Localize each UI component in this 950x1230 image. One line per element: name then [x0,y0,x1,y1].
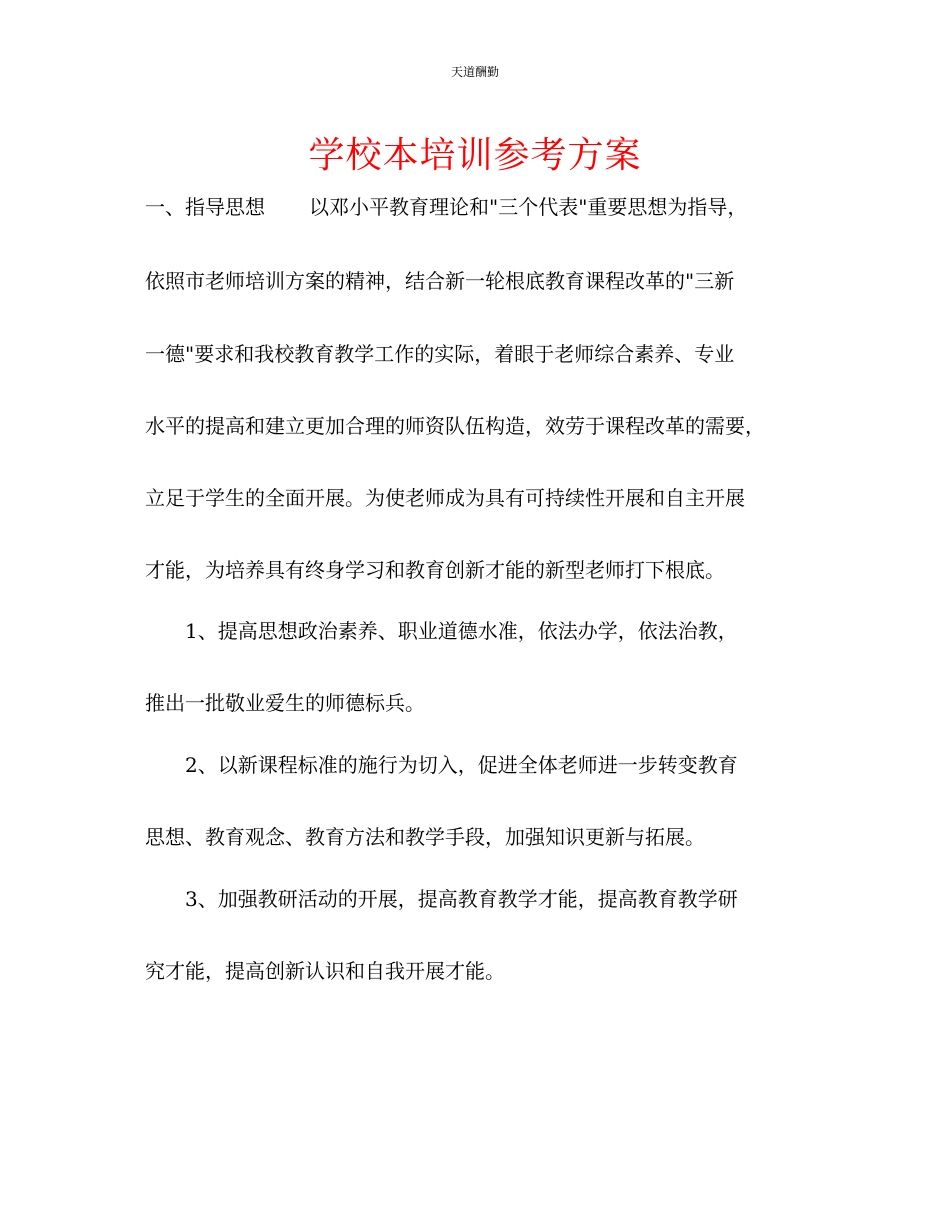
paragraph-line: 立足于学生的全面开展。为使老师成为具有可持续性开展和自主开展 [145,486,745,510]
paragraph-line: 一德"要求和我校教育教学工作的实际，着眼于老师综合素养、专业 [145,342,735,366]
paragraph-line: 依照市老师培训方案的精神，结合新一轮根底教育课程改革的"三新 [145,269,735,293]
section-1-label: 一、指导思想 [145,195,265,219]
paragraph-line: 水平的提高和建立更加合理的师资队伍构造，效劳于课程改革的需要， [145,414,765,438]
list-item-3-line: 3、加强教研活动的开展，提高教育教学才能，提高教育教学研 [185,887,738,911]
list-item-2-line: 思想、教育观念、教育方法和教学手段，加强知识更新与拓展。 [145,825,705,849]
section-1-heading-line [145,194,815,220]
paragraph-line: 以邓小平教育理论和"三个代表"重要思想为指导， [309,195,748,219]
page-header: 天道酬勤 [450,65,499,79]
paragraph-line: 才能，为培养具有终身学习和教育创新才能的新型老师打下根底。 [145,558,725,582]
list-item-3-line: 究才能，提高创新认识和自我开展才能。 [145,959,505,983]
list-item-2-line: 2、以新课程标准的施行为切入，促进全体老师进一步转变教育 [185,753,738,777]
list-item-1-line: 推出一批敬业爱生的师德标兵。 [145,691,425,715]
document-title: 学校本培训参考方案 [308,135,642,176]
list-item-1-line: 1、提高思想政治素养、职业道德水准，依法办学，依法治教， [185,619,738,643]
